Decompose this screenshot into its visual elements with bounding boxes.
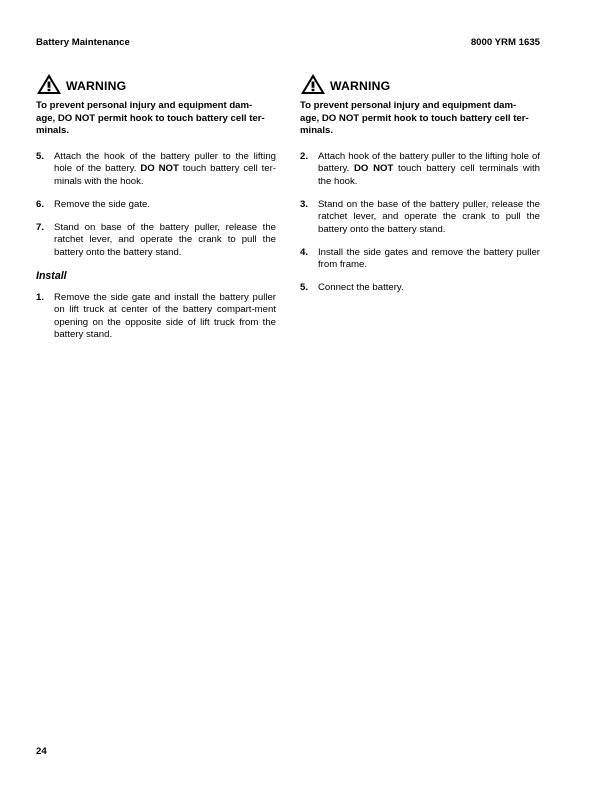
running-header-doc-number: 8000 YRM 1635 [470,37,540,48]
warning-triangle-icon [36,73,66,100]
step-item [300,151,540,189]
step-text-emphasis: DO NOT [353,163,394,175]
right-column [300,75,540,305]
install-steps [36,292,276,342]
step-number: 5. [300,282,309,294]
step-text-emphasis: DO NOT [140,163,179,175]
step-text: Stand on the base of the battery puller, release the ratchet lever, and operate the crank to pull the battery onto the battery stand. [318,198,540,235]
step-text: Connect the battery. [318,282,404,294]
step-number: 5. [36,150,45,162]
warning-title: WARNING [330,79,391,93]
step-number: 3. [300,198,309,210]
step-text: Install the side gates and remove the battery puller from frame. [318,246,540,271]
step-text-part: Attach hook of the battery puller to the lifting hole of battery. [318,150,540,175]
step-number: 1. [36,291,45,303]
warning-text-line: To prevent personal injury and equipment dam- [36,100,253,111]
step-item [36,151,276,189]
warning-title: WARNING [66,79,127,93]
warning-text [36,100,276,138]
removal-steps [36,151,276,260]
step-text [54,151,276,189]
warning-text-line: minals. [36,125,70,137]
step-text: Stand on base of the battery puller, release the ratchet lever, and operate the crank to pull the battery onto the battery stand. [54,221,276,258]
step-number: 6. [36,198,45,210]
step-item [300,247,540,272]
warning-text-line: age, DO NOT permit hook to touch battery cell ter- [36,112,265,124]
warning-header [300,75,540,97]
warning-block [300,75,540,138]
step-text-part: Attach the hook of the battery puller to the lifting hole of the battery. [54,150,276,175]
step-text-part: touch battery cell terminals with the hook. [318,163,540,187]
section-title-install: Install [36,269,67,282]
step-item [300,282,540,295]
step-item [36,292,276,342]
warning-text [300,100,540,138]
warning-text-line: age, DO NOT permit hook to touch battery cell ter- [300,112,529,124]
reinstall-steps [300,151,540,295]
left-column [36,75,276,352]
step-text-part: touch battery cell ter-minals with the hook. [54,163,277,187]
step-number: 4. [300,246,309,258]
warning-text-line: minals. [300,125,334,137]
step-text: Remove the side gate and install the battery puller on lift truck at center of the battery compart-ment opening on the opposite side of lift truck from the battery stand. [54,291,276,341]
step-item [36,222,276,260]
page-number: 24 [36,746,47,757]
step-number: 2. [300,150,309,162]
step-text: Remove the side gate. [54,198,150,210]
step-item [300,199,540,237]
warning-triangle-icon [300,73,330,100]
running-header-title: Battery Maintenance [36,37,130,48]
step-item [36,199,276,212]
warning-header [36,75,276,97]
warning-text-line: To prevent personal injury and equipment dam- [300,100,517,111]
warning-block [36,75,276,138]
step-number: 7. [36,221,45,233]
step-text [318,151,540,189]
